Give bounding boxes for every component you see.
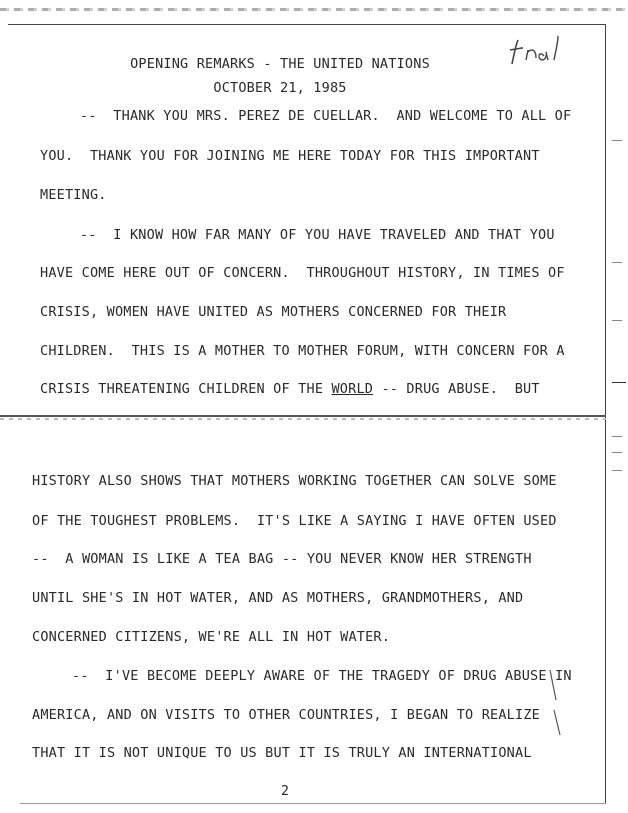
scan-artifact-top	[0, 8, 628, 11]
lower-line-4: UNTIL SHE'S IN HOT WATER, AND AS MOTHERS, GRANDMOTHERS, AND	[32, 590, 524, 606]
lower-line-2: OF THE TOUGHEST PROBLEMS. IT'S LIKE A SAYING I HAVE OFTEN USED	[32, 513, 557, 529]
margin-pen-marks	[540, 660, 570, 740]
upper-line-7: CHILDREN. THIS IS A MOTHER TO MOTHER FORUM, WITH CONCERN FOR A	[40, 343, 565, 359]
upper-line-8-after: -- DRUG ABUSE. BUT	[373, 381, 540, 397]
upper-line-6: CRISIS, WOMEN HAVE UNITED AS MOTHERS CONCERNED FOR THEIR	[40, 304, 507, 320]
lower-line-7: AMERICA, AND ON VISITS TO OTHER COUNTRIES, I BEGAN TO REALIZE	[32, 707, 540, 723]
page-number: 2	[280, 783, 290, 799]
page-border-bottom	[20, 803, 606, 804]
upper-line-2: YOU. THANK YOU FOR JOINING ME HERE TODAY FOR THIS IMPORTANT	[40, 148, 540, 164]
lower-line-5: CONCERNED CITIZENS, WE'RE ALL IN HOT WATER.	[32, 629, 391, 645]
upper-line-5: HAVE COME HERE OUT OF CONCERN. THROUGHOUT HISTORY, IN TIMES OF	[40, 265, 565, 281]
upper-line-8	[40, 381, 540, 397]
lower-line-8: THAT IT IS NOT UNIQUE TO US BUT IT IS TRULY AN INTERNATIONAL	[32, 745, 532, 761]
page-fold-shadow	[0, 418, 606, 420]
document-date: OCTOBER 21, 1985	[213, 80, 347, 96]
lower-line-3: -- A WOMAN IS LIKE A TEA BAG -- YOU NEVER KNOW HER STRENGTH	[32, 551, 532, 567]
lower-line-1: HISTORY ALSO SHOWS THAT MOTHERS WORKING TOGETHER CAN SOLVE SOME	[32, 473, 557, 489]
handwritten-note-text: final	[500, 72, 504, 73]
page-border-right	[605, 24, 606, 804]
document-title: OPENING REMARKS - THE UNITED NATIONS	[130, 56, 430, 72]
upper-line-3: MEETING.	[40, 187, 107, 203]
underlined-world: WORLD	[331, 381, 374, 397]
upper-line-1: -- THANK YOU MRS. PEREZ DE CUELLAR. AND WELCOME TO ALL OF	[80, 108, 572, 124]
page-fold-line	[0, 415, 606, 417]
upper-line-8-before: CRISIS THREATENING CHILDREN OF THE	[40, 381, 332, 397]
lower-line-6: -- I'VE BECOME DEEPLY AWARE OF THE TRAGEDY OF DRUG ABUSE IN	[72, 668, 572, 684]
page-border-top	[8, 24, 606, 25]
upper-line-4: -- I KNOW HOW FAR MANY OF YOU HAVE TRAVELED AND THAT YOU	[80, 227, 555, 243]
